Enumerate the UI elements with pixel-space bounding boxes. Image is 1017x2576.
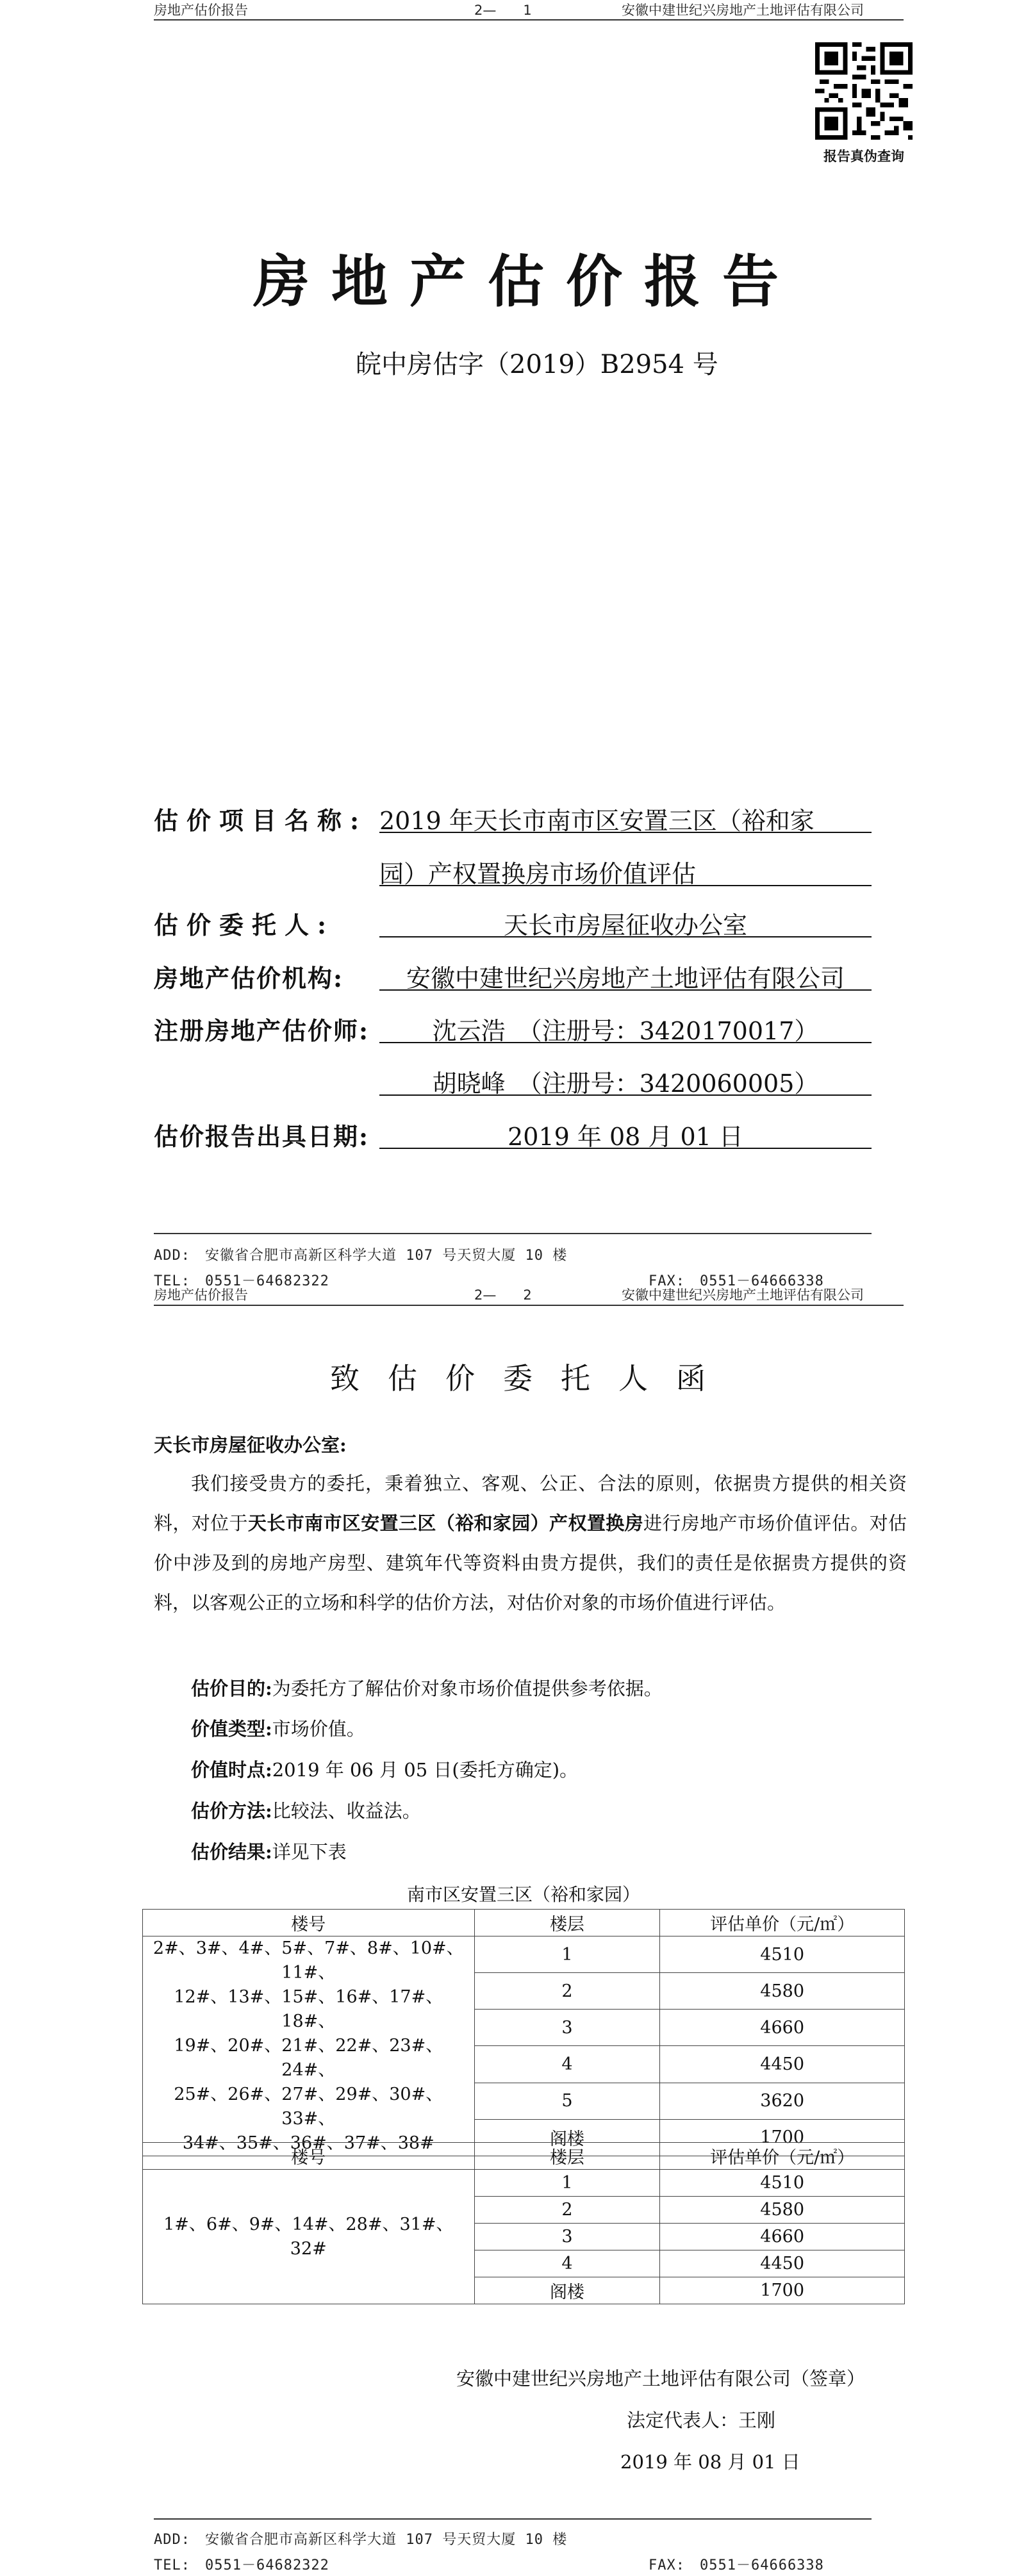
table-row [143,1936,905,1973]
page2-footer-tel: TEL: 0551－64682322 [154,2557,329,2573]
item-result: 估价结果:详见下表 [191,1841,347,1863]
sign-date: 2019 年 08 月 01 日 [620,2451,800,2473]
item-value-date: 价值时点:2019 年 06 月 05 日(委托方确定)。 [191,1759,579,1781]
page1-header-left: 房地产估价报告 [154,3,248,18]
table-row [143,2170,905,2197]
table2-price: 1700 [660,2277,905,2304]
table2-price: 4450 [660,2250,905,2277]
item-value-date-text: 2019 年 06 月 05 日(委托方确定)。 [272,1759,579,1781]
project-name-label: 估价项目名称: [154,806,368,835]
table1-buildings-line: 19#、20#、21#、22#、23#、24#、 [174,2036,443,2080]
table1-buildings-line: 34#、35#、36#、37#、38# [182,2133,434,2153]
valuation-table-1 [142,1909,905,2156]
table2-header-row [143,2143,905,2170]
table2-floor: 1 [474,2170,660,2197]
page1-header-rule [154,19,904,21]
addressee: 天长市房屋征收办公室: [154,1434,347,1456]
project-name-value-line1: 2019 年天长市南市区安置三区（裕和家 [379,807,814,835]
table1-floor: 4 [474,2046,660,2083]
project-name-underline-2 [379,885,872,886]
table2-floor: 2 [474,2197,660,2224]
table1-price: 4660 [660,2010,905,2046]
item-value-date-label: 价值时点 [191,1759,266,1781]
table2-header-floor: 楼层 [474,2143,660,2170]
page2-header-left: 房地产估价报告 [154,1287,248,1303]
table2-floor: 阁楼 [474,2277,660,2304]
page1-header-right: 安徽中建世纪兴房地产土地评估有限公司 [622,3,864,18]
paragraph-text-a: 我们接受贵方的委托，秉着独立、客观、公正、合法的原则，依据贵方提供的相关资料，对位于 [154,1473,907,1534]
table2-price: 4660 [660,2224,905,2250]
table1-price: 3620 [660,2083,905,2119]
appraiser-underline-2 [379,1094,872,1096]
paragraph-text-b: 进行房地产市场价值评估。对估价中涉及到的房地产房型、建筑年代等资料由贵方提供，我们的责任是依据贵方提供的资料，以客观公正的立场和科学的估价方法，对估价对象的市场价值进行评估。 [154,1512,907,1614]
appraiser-1: 沈云浩 （注册号：3420170017） [432,1017,819,1045]
page2-header-rule [154,1305,904,1306]
table1-floor: 2 [474,1973,660,2010]
report-number: 皖中房估字（2019）B2954 号 [356,350,718,379]
item-value-type-text: 市场价值。 [272,1718,365,1740]
table1-price: 4580 [660,1973,905,2010]
page1-footer-rule [154,1233,872,1234]
table2-price: 4580 [660,2197,905,2224]
item-method: 估价方法:比较法、收益法。 [191,1800,421,1822]
page1-footer-fax: FAX: 0551－64666338 [649,1273,824,1289]
table1-floor: 3 [474,2010,660,2046]
page1-footer-address: ADD: 安徽省合肥市高新区科学大道 107 号天贸大厦 10 楼 [154,1248,568,1264]
table1-buildings-line: 2#、3#、4#、5#、7#、8#、10#、11#、 [153,1938,464,1983]
page2-header-right: 安徽中建世纪兴房地产土地评估有限公司 [622,1287,864,1303]
table2-floor: 4 [474,2250,660,2277]
valuation-table-2 [142,2142,905,2304]
project-name-underline-1 [379,832,872,833]
sign-company: 安徽中建世纪兴房地产土地评估有限公司（签章） [456,2368,866,2390]
table2-floor: 3 [474,2224,660,2250]
table2-buildings: 1#、6#、9#、14#、28#、31#、32# [143,2170,475,2304]
item-purpose: 估价目的:为委托方了解估价对象市场价值提供参考依据。 [191,1678,663,1699]
appraiser-2: 胡晓峰 （注册号：3420060005） [432,1069,819,1098]
date-label: 估价报告出具日期: [154,1122,370,1151]
org-value: 安徽中建世纪兴房地产土地评估有限公司 [406,964,845,993]
report-title: 房地产估价报告 [253,248,801,315]
client-value: 天长市房屋征收办公室 [503,911,747,939]
table1-header-building: 楼号 [143,1910,475,1936]
page1-footer-tel: TEL: 0551－64682322 [154,1273,329,1289]
table-caption: 南市区安置三区（裕和家园） [406,1884,640,1905]
appraiser-label: 注册房地产估价师: [154,1016,370,1045]
table1-buildings [143,1936,475,2156]
table1-buildings-line: 25#、26#、27#、29#、30#、33#、 [174,2085,443,2129]
table1-buildings-line: 12#、13#、15#、16#、17#、18#、 [174,1987,443,2031]
table1-price: 1700 [660,2119,905,2156]
date-underline [379,1148,872,1149]
table2-header-building: 楼号 [143,2143,475,2170]
qr-code-icon[interactable] [815,42,913,140]
page1-header-page: 2— 1 [474,3,532,18]
letter-paragraph [154,1464,907,1622]
appraiser-underline-1 [379,1042,872,1043]
table2-header-price: 评估单价（元/㎡） [660,2143,905,2170]
page2-header-page: 2— 2 [474,1287,532,1303]
client-label: 估价委托人: [154,911,335,939]
table1-floor: 阁楼 [474,2119,660,2156]
sign-representative: 法定代表人：王刚 [627,2409,776,2431]
org-underline [379,989,872,991]
table1-floor: 1 [474,1936,660,1973]
item-result-text: 详见下表 [272,1841,347,1863]
project-name-value-line2: 园）产权置换房市场价值评估 [379,860,697,888]
letter-title: 致估价委托人函 [330,1361,734,1396]
item-method-text: 比较法、收益法。 [272,1800,421,1822]
paragraph-bold-object: 天长市南市区安置三区（裕和家园）产权置换房 [247,1512,643,1534]
table1-floor: 5 [474,2083,660,2119]
item-purpose-label: 估价目的 [191,1678,266,1699]
item-purpose-text: 为委托方了解估价对象市场价值提供参考依据。 [272,1678,663,1699]
table1-price: 4510 [660,1936,905,1973]
table2-price: 4510 [660,2170,905,2197]
date-value: 2019 年 08 月 01 日 [508,1123,743,1151]
qr-caption: 报告真伪查询 [823,149,904,164]
page2-footer-rule [154,2518,872,2520]
page2-footer-fax: FAX: 0551－64666338 [649,2557,824,2573]
table1-header-floor: 楼层 [474,1910,660,1936]
item-method-label: 估价方法 [191,1800,266,1822]
table1-header-row [143,1910,905,1936]
table1-header-price: 评估单价（元/㎡） [660,1910,905,1936]
org-label: 房地产估价机构: [154,964,344,993]
client-underline [379,936,872,937]
page2-footer-address: ADD: 安徽省合肥市高新区科学大道 107 号天贸大厦 10 楼 [154,2532,568,2548]
item-value-type: 价值类型:市场价值。 [191,1718,365,1740]
table1-price: 4450 [660,2046,905,2083]
item-result-label: 估价结果 [191,1841,266,1863]
item-value-type-label: 价值类型 [191,1718,266,1740]
